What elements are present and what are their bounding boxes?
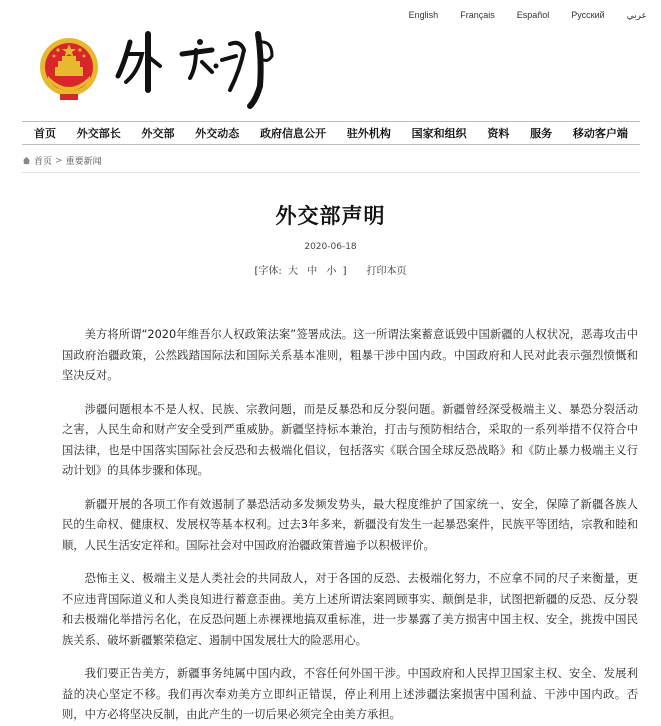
article-paragraph: 恐怖主义、极端主义是人类社会的共同敌人，对于各国的反恐、去极端化努力，不应拿不同的尺子来衡量，更不应违背国际道义和人类良知进行蓄意歪曲。美方上述所谓法案罔顾事实、颠倒是非，试图把新疆的反恐、反分裂和去极端化举措污名化，在反恐问题上赤裸裸地搞双重标准，进一步暴露了美方损害中国主权、安全，挑拨中国民族关系、破坏新疆繁荣稳定、遏制中国发展壮大的险恶用心。: [62, 572, 638, 647]
site-logo[interactable]: [112, 20, 282, 112]
font-size-small[interactable]: 小: [326, 266, 337, 277]
nav-item-mobile[interactable]: 移动客户端: [572, 127, 628, 140]
print-page-link[interactable]: 打印本页: [366, 266, 407, 277]
national-emblem-icon[interactable]: [38, 36, 100, 102]
breadcrumb-section[interactable]: 重要新闻: [65, 157, 102, 167]
article-body: [62, 325, 638, 726]
breadcrumb-separator: >: [55, 155, 63, 166]
nav-item-services[interactable]: 服务: [530, 127, 553, 140]
lang-russian[interactable]: Русский: [571, 10, 605, 20]
font-size-control: [255, 262, 347, 277]
article-paragraph: 涉疆问题根本不是人权、民族、宗教问题，而是反暴恐和反分裂问题。新疆曾经深受极端主义、暴恐分裂活动之害，人民生命和财产安全受到严重威胁。新疆坚持标本兼治，打击与预防相结合，采取的一系列举措不仅符合中国法律，也是中国落实国际社会反恐和去极端化倡议，包括落实《联合国全球反恐战略》和《防止暴力极端主义行动计划》的具体步骤和体现。: [62, 402, 638, 477]
article-paragraph: 美方将所谓“2020年维吾尔人权政策法案”签署成法。这一所谓法案蓄意诋毁中国新疆的人权状况，恶毒攻击中国政府治疆政策，公然践踏国际法和国际关系基本准则，粗暴干涉中国内政。中国政府和人民对此表示强烈愤慨和坚决反对。: [62, 328, 638, 382]
lang-english[interactable]: English: [408, 10, 439, 20]
font-size-medium[interactable]: 中: [307, 266, 318, 277]
lang-french[interactable]: Français: [460, 10, 495, 20]
article-date: 2020-06-18: [304, 242, 357, 252]
article-title: 外交部声明: [275, 204, 386, 228]
main-nav: [22, 122, 640, 144]
lang-spanish[interactable]: Español: [516, 10, 550, 20]
nav-rule-bottom: [22, 144, 640, 145]
language-bar: [387, 10, 647, 21]
breadcrumb: [22, 154, 102, 167]
nav-item-ministry[interactable]: 外交部: [141, 127, 175, 140]
article-paragraph: 新疆开展的各项工作有效遏制了暴恐活动多发频发势头，最大程度维护了国家统一、安全，保障了新疆各族人民的生命权、健康权、发展权等基本权利。过去3年多来，新疆没有发生一起暴恐案件，民族平等团结，宗教和睦和顺，人民生活安定祥和。国际社会对中国政府治疆政策普遍予以积极评价。: [62, 497, 638, 552]
content-divider: [22, 172, 640, 173]
font-size-label: [字体:: [254, 266, 282, 277]
font-size-close: ]: [342, 266, 347, 277]
nav-item-gov-info[interactable]: 政府信息公开: [260, 127, 327, 140]
home-icon: [22, 156, 31, 165]
lang-arabic[interactable]: عربي: [626, 10, 647, 20]
nav-item-minister[interactable]: 外交部长: [76, 127, 121, 140]
nav-item-home[interactable]: 首页: [34, 127, 56, 140]
nav-item-missions[interactable]: 驻外机构: [346, 127, 391, 140]
breadcrumb-home[interactable]: 首页: [34, 157, 53, 167]
article-paragraph: 我们要正告美方，新疆事务纯属中国内政，不容任何外国干涉。中国政府和人民捍卫国家主权、安全、发展利益的决心坚定不移。我们再次奉劝美方立即纠正错误，停止利用上述涉疆法案损害中国利益、干涉中国内政。否则，中方必将坚决反制，由此产生的一切后果必须完全由美方承担。: [62, 667, 638, 721]
article-tools: [0, 262, 661, 277]
nav-item-resources[interactable]: 资料: [487, 127, 510, 140]
nav-item-countries[interactable]: 国家和组织: [411, 127, 467, 140]
font-size-large[interactable]: 大: [288, 266, 298, 277]
nav-item-diplomatic-news[interactable]: 外交动态: [195, 127, 240, 140]
